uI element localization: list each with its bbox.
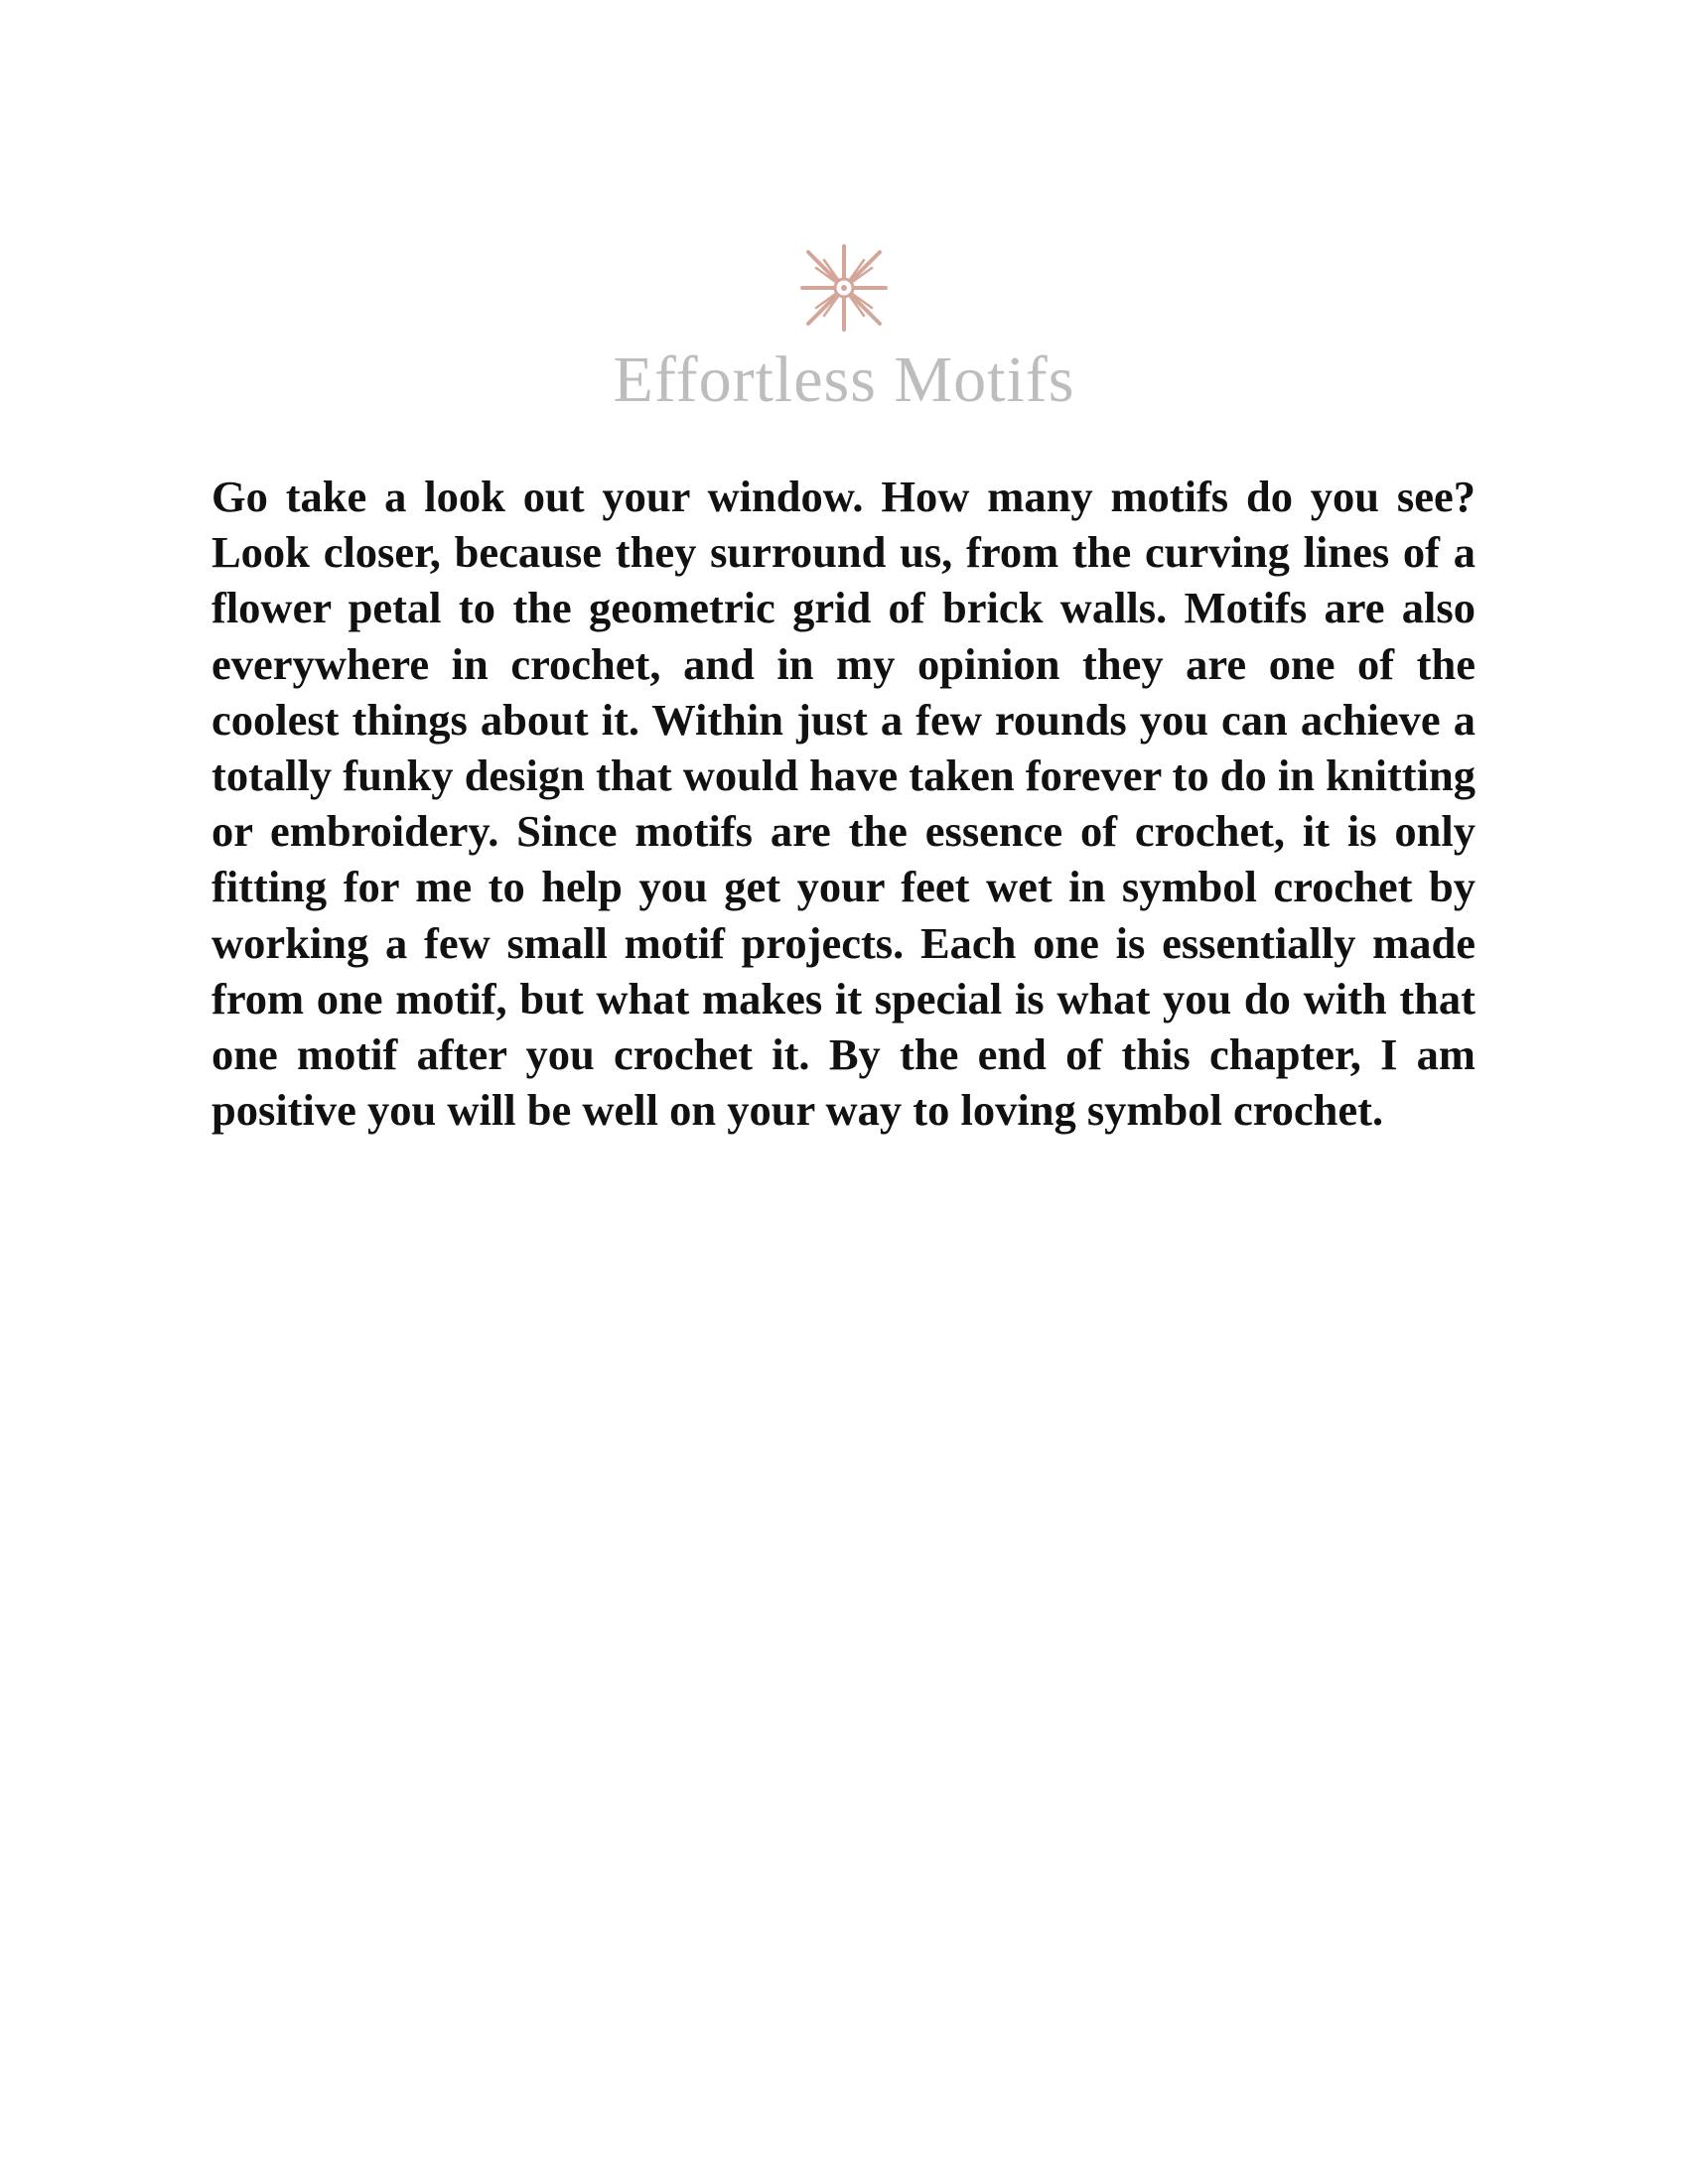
chapter-title: Effortless Motifs xyxy=(613,343,1075,416)
star-burst-icon xyxy=(794,238,894,338)
chapter-intro-paragraph: Go take a look out your window. How many motifs do you see? Look closer, because they surround us, from the curving lines of a flower petal to the geometric grid of brick walls. Motifs are also everywhere in crochet, and in my opinion they are one of the coolest things about it. Within just a few rounds you can achieve a totally funky design that would have taken forever to do in knitting or embroidery. Since motifs are the essence of crochet, it is only fitting for me to help you get your feet wet in symbol crochet by working a few small motif projects. Each one is essentially made from one motif, but what makes it special is what you do with that one motif after you crochet it. By the end of this chapter, I am positive you will be well on your way to loving symbol crochet. xyxy=(211,472,1476,1136)
